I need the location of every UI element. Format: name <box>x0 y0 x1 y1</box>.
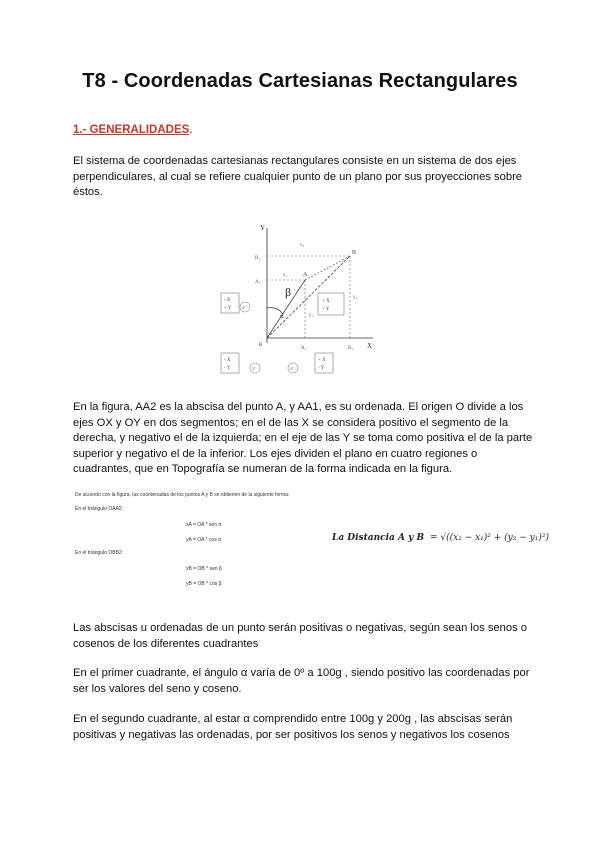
ray-ob <box>267 256 350 338</box>
paragraph-signs: Las abscisas u ordenadas de un punto serán positivas o negativas, según sean los senos o cosenos de los diferentes cuadrantes <box>73 622 528 650</box>
svg-text:4°: 4° <box>290 366 294 371</box>
quadrant-3-box <box>221 353 260 373</box>
x-axis-label: X <box>367 342 373 350</box>
section-suffix: . <box>189 124 193 136</box>
distance-formula: = √((x₂ − x₁)² + (y₂ − y₁)²) <box>430 533 549 543</box>
paragraph-intro: El sistema de coordenadas cartesianas rectangulares consiste en un sistema de dos ejes perpendiculares, al cual se refiere cualquier punto de un plano por sus proyecciones sobre éstos. <box>73 155 523 198</box>
svg-text:2°: 2° <box>242 305 246 310</box>
quadrant-4-box <box>288 353 333 373</box>
segment-ab <box>305 256 350 280</box>
svg-text:y₁: y₁ <box>309 313 314 318</box>
svg-text:+ Y: + Y <box>224 306 232 311</box>
formula-xa: xA = OA * sen α <box>186 522 222 528</box>
formula-yb: yB = OB * cos β <box>186 581 222 587</box>
section-label: 1.- GENERALIDADES <box>73 124 190 136</box>
svg-text:A₂: A₂ <box>301 346 307 351</box>
paragraph-figure-explanation: En la figura, AA2 es la abscisa del punto A, y AA1, es su ordenada. El origen O divide a los ejes OX y OY en dos segmentos; en el de las X se considera positivo el segmento de la derecha, y negativo el de la izquierda; en el eje de las Y se toma como positiva el de la parte superior y negativo el de la inferior. Los ejes dividen el plano en cuatro regiones o cuadrantes, que en Topografía se numeran de la forma indicada en la figura. <box>73 401 533 475</box>
coordinate-formulas-figure <box>70 486 320 592</box>
formulas-intro: De acuerdo con la figura, las coordenadas de los puntos A y B se obtienen de la siguiente forma: <box>75 492 290 498</box>
alpha-label: α <box>280 312 284 320</box>
quadrant-2-box <box>221 293 250 313</box>
svg-text:x₂: x₂ <box>300 243 305 248</box>
svg-text:- X: - X <box>224 298 231 303</box>
svg-text:A₁: A₁ <box>255 280 261 285</box>
svg-text:x₁: x₁ <box>283 273 288 278</box>
svg-text:A: A <box>303 272 308 278</box>
svg-text:+ X: + X <box>322 299 330 304</box>
formula-ya: yA = OA * cos α <box>186 537 221 543</box>
svg-text:y₂: y₂ <box>353 295 358 300</box>
svg-text:- Y: - Y <box>318 366 325 371</box>
svg-text:B₂: B₂ <box>348 346 354 351</box>
section-heading <box>73 124 193 136</box>
distance-formula-figure <box>330 520 560 550</box>
paragraph-second-quadrant: En el segundo cuadrante, al estar α comprendido entre 100g y 200g , las abscisas serán positivas y negativas las ordenadas, por ser positivos los senos y negativos los cosenos <box>73 713 513 741</box>
point-b-label: B <box>352 250 357 256</box>
distance-label: La Distancia A y B <box>332 533 425 543</box>
triangle-b-label: En el triángulo OBB2: <box>75 550 124 556</box>
triangle-a-label: En el triángulo OAA2: <box>75 506 124 512</box>
svg-text:3°: 3° <box>252 366 256 371</box>
page-title: T8 - Coordenadas Cartesianas Rectangulares <box>82 70 518 92</box>
y-axis-label: Y <box>260 224 266 232</box>
svg-text:B₁: B₁ <box>255 256 261 261</box>
svg-text:- Y: - Y <box>224 366 231 371</box>
svg-text:+ X: + X <box>318 358 326 363</box>
svg-text:+ Y: + Y <box>322 307 330 312</box>
coordinate-axes-figure <box>215 218 375 380</box>
quadrant-1-box <box>318 293 344 315</box>
paragraph-first-quadrant: En el primer cuadrante, el ángulo α varía de 0º a 100g , siendo positivo las coordenadas por ser los valores del seno y coseno. <box>73 667 530 695</box>
formula-xb: xB = OB * sen β <box>186 566 222 572</box>
svg-text:- X: - X <box>224 358 231 363</box>
beta-label: β <box>285 285 292 299</box>
point-o-label: B <box>259 343 263 348</box>
